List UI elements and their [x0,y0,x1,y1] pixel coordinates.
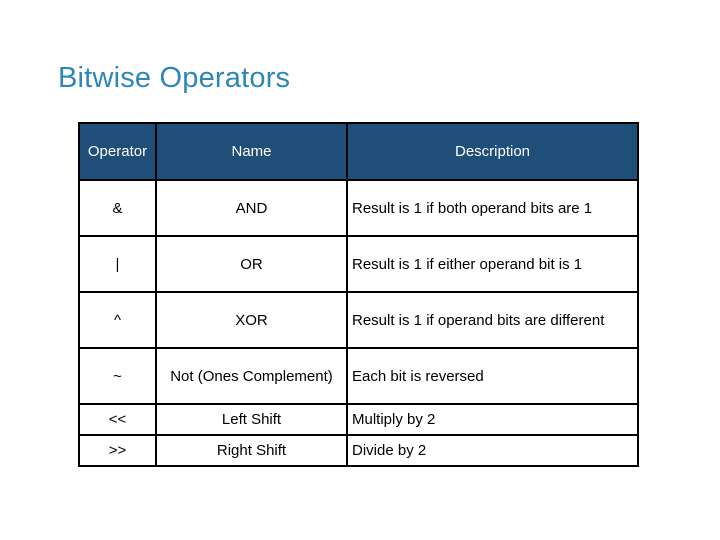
table-row [79,180,638,236]
operator-cell: << [79,404,156,435]
slide-title: Bitwise Operators [58,62,291,94]
operator-cell: ~ [79,348,156,404]
header-description: Description [347,123,638,180]
table-row [79,292,638,348]
name-cell: AND [156,180,347,236]
description-cell: Multiply by 2 [347,404,638,435]
operators-table [78,122,639,467]
name-cell: Left Shift [156,404,347,435]
name-cell: Right Shift [156,435,347,466]
description-cell: Each bit is reversed [347,348,638,404]
description-cell: Result is 1 if either operand bit is 1 [347,236,638,292]
table-row [79,404,638,435]
operator-cell: ^ [79,292,156,348]
description-cell: Result is 1 if operand bits are different [347,292,638,348]
name-cell: OR [156,236,347,292]
name-cell: XOR [156,292,347,348]
operator-cell: | [79,236,156,292]
name-cell: Not (Ones Complement) [156,348,347,404]
table-header-row [79,123,638,180]
table-row [79,348,638,404]
description-cell: Result is 1 if both operand bits are 1 [347,180,638,236]
operator-cell: >> [79,435,156,466]
table-row [79,435,638,466]
header-operator: Operator [79,123,156,180]
description-cell: Divide by 2 [347,435,638,466]
operator-cell: & [79,180,156,236]
header-name: Name [156,123,347,180]
table-row [79,236,638,292]
